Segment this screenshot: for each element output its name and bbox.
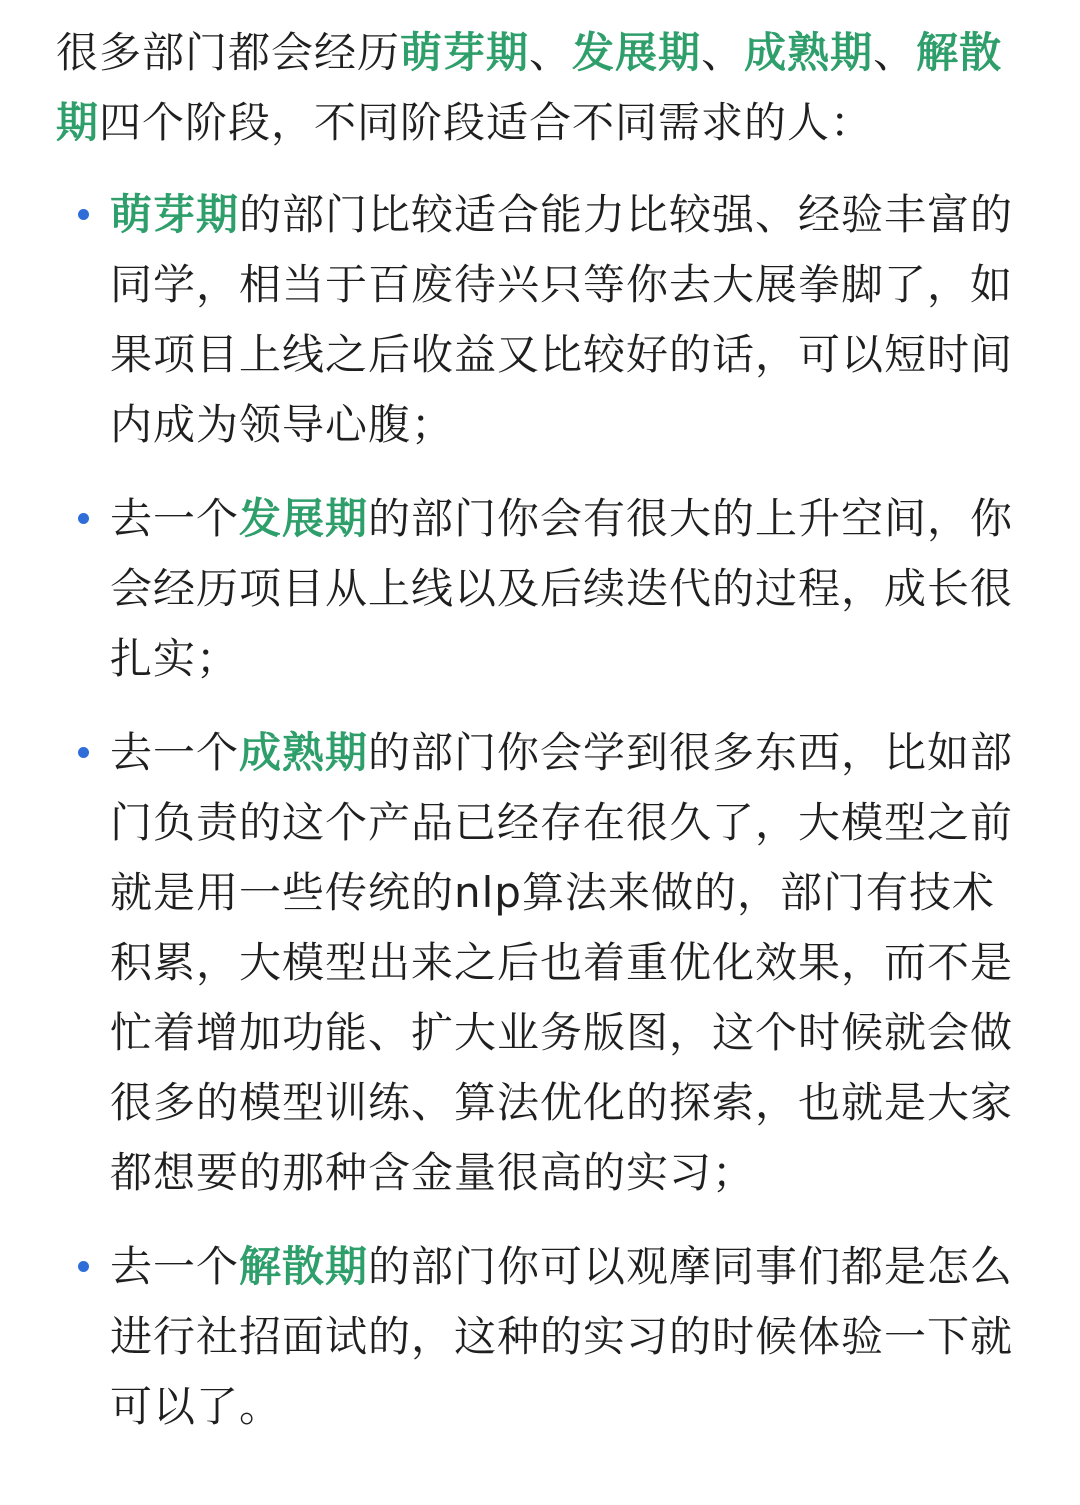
bullet-dot-icon bbox=[78, 747, 89, 758]
intro-separator: 、 bbox=[529, 28, 573, 77]
item-highlight: 解散期 bbox=[239, 1242, 369, 1291]
intro-separator: 、 bbox=[701, 28, 745, 77]
list-item bbox=[56, 718, 1028, 1208]
intro-stage-sprout: 萌芽期 bbox=[400, 28, 530, 77]
intro-separator: 、 bbox=[873, 28, 917, 77]
item-highlight: 成熟期 bbox=[239, 728, 369, 777]
item-text-before: 去一个 bbox=[110, 1242, 240, 1291]
stage-list bbox=[56, 180, 1028, 1442]
bullet-dot-icon bbox=[78, 1261, 89, 1272]
item-text-before: 去一个 bbox=[110, 494, 240, 543]
item-highlight: 萌芽期 bbox=[110, 190, 240, 239]
item-text-before: 去一个 bbox=[110, 728, 240, 777]
item-text-after: 的部门你会有很大的上升空间，你会经历项目从上线以及后续迭代的过程，成长很扎实； bbox=[110, 494, 1014, 683]
list-item bbox=[56, 1232, 1028, 1442]
bullet-dot-icon bbox=[78, 209, 89, 220]
item-text-after: 的部门比较适合能力比较强、经验丰富的同学，相当于百废待兴只等你去大展拳脚了，如果项目上线之后收益又比较好的话，可以短时间内成为领导心腹； bbox=[110, 190, 1014, 449]
intro-stage-mature: 成熟期 bbox=[744, 28, 874, 77]
list-item bbox=[56, 180, 1028, 460]
item-highlight: 发展期 bbox=[239, 494, 369, 543]
list-item bbox=[56, 484, 1028, 694]
intro-suffix: 四个阶段，不同阶段适合不同需求的人： bbox=[99, 98, 874, 147]
intro-paragraph bbox=[56, 18, 1028, 158]
intro-prefix: 很多部门都会经历 bbox=[56, 28, 401, 77]
bullet-dot-icon bbox=[78, 513, 89, 524]
intro-stage-dissolve: 解散期 bbox=[56, 28, 1003, 147]
item-text-after: 的部门你可以观摩同事们都是怎么进行社招面试的，这种的实习的时候体验一下就可以了。 bbox=[110, 1242, 1014, 1431]
intro-stage-growth: 发展期 bbox=[572, 28, 702, 77]
item-text-after: 的部门你会学到很多东西，比如部门负责的这个产品已经存在很久了，大模型之前就是用一些传统的nlp算法来做的，部门有技术积累，大模型出来之后也着重优化效果，而不是忙着增加功能、扩大业务版图，这个时候就会做很多的模型训练、算法优化的探索，也就是大家都想要的那种含金量很高的实习； bbox=[110, 728, 1014, 1197]
